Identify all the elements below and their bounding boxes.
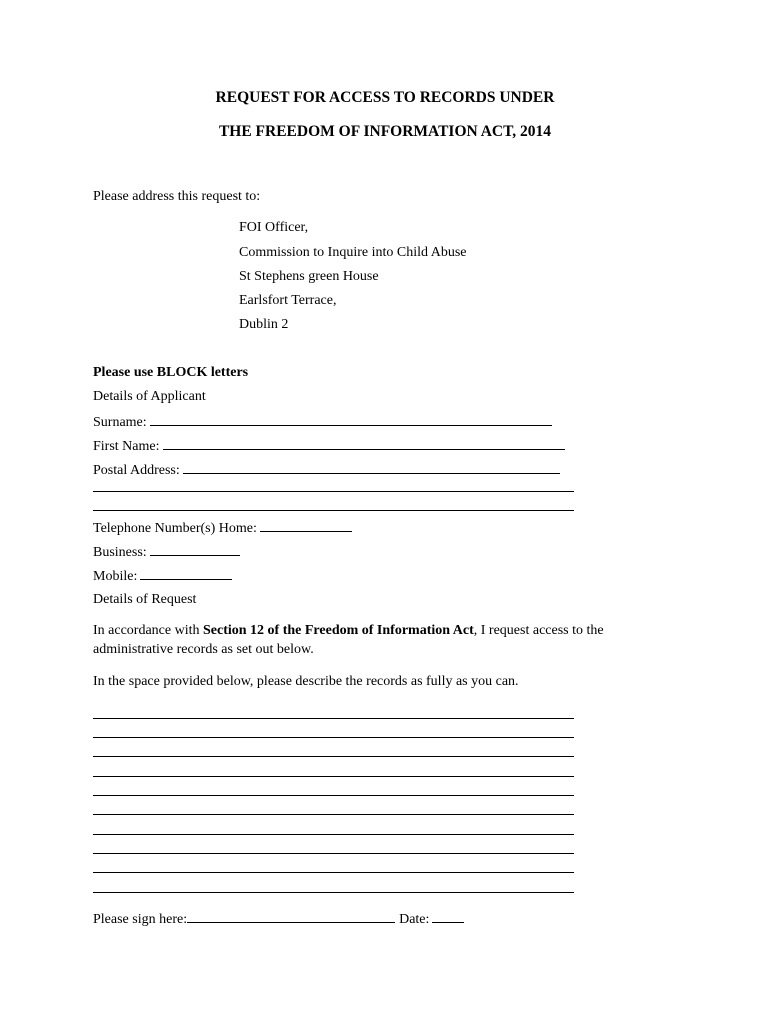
address-intro: Please address this request to: [93, 189, 261, 204]
postal-address-label: Postal Address: [93, 463, 180, 478]
postal-address-line-2[interactable] [93, 491, 574, 492]
signature-field[interactable] [187, 910, 395, 923]
accordance-post: , I request access to the [473, 623, 604, 638]
description-line[interactable] [93, 776, 574, 777]
description-line[interactable] [93, 814, 574, 815]
description-line[interactable] [93, 872, 574, 873]
description-line[interactable] [93, 737, 574, 738]
date-field[interactable] [432, 910, 464, 923]
address-line: Earlsfort Terrace, [239, 293, 337, 308]
describe-instruction: In the space provided below, please describe the records as fully as you can. [93, 674, 519, 689]
telephone-home-row [93, 519, 352, 537]
telephone-home-field[interactable] [260, 519, 352, 532]
description-line[interactable] [93, 718, 574, 719]
first-name-field[interactable] [163, 437, 565, 450]
signature-row [93, 910, 464, 928]
business-row [93, 543, 240, 561]
description-line[interactable] [93, 795, 574, 796]
date-label: Date: [399, 912, 430, 927]
first-name-label: First Name: [93, 439, 160, 454]
telephone-home-label: Telephone Number(s) Home: [93, 521, 257, 536]
address-line: FOI Officer, [239, 220, 309, 235]
accordance-line-1 [93, 623, 604, 639]
sign-label: Please sign here: [93, 912, 188, 927]
surname-field[interactable] [150, 413, 552, 426]
business-label: Business: [93, 545, 147, 560]
business-field[interactable] [150, 543, 240, 556]
accordance-line-2: administrative records as set out below. [93, 642, 314, 657]
mobile-label: Mobile: [93, 569, 138, 584]
title-line-2: THE FREEDOM OF INFORMATION ACT, 2014 [218, 123, 552, 140]
request-heading: Details of Request [93, 592, 197, 607]
first-name-row [93, 437, 565, 455]
postal-address-row [93, 461, 560, 479]
description-line[interactable] [93, 834, 574, 835]
address-line: St Stephens green House [239, 269, 379, 284]
accordance-section: Section 12 of the Freedom of Information Act [203, 623, 474, 638]
accordance-pre: In accordance with [93, 623, 203, 638]
mobile-row [93, 567, 232, 585]
description-line[interactable] [93, 892, 574, 893]
postal-address-line-3[interactable] [93, 510, 574, 511]
address-line: Commission to Inquire into Child Abuse [239, 245, 467, 260]
surname-label: Surname: [93, 415, 147, 430]
title-line-1: REQUEST FOR ACCESS TO RECORDS UNDER [215, 89, 555, 106]
description-line[interactable] [93, 853, 574, 854]
block-letters-note: Please use BLOCK letters [93, 365, 249, 380]
address-line: Dublin 2 [239, 317, 289, 332]
postal-address-field[interactable] [183, 461, 560, 474]
applicant-heading: Details of Applicant [93, 389, 206, 404]
description-line[interactable] [93, 756, 574, 757]
surname-row [93, 413, 552, 431]
mobile-field[interactable] [140, 567, 232, 580]
